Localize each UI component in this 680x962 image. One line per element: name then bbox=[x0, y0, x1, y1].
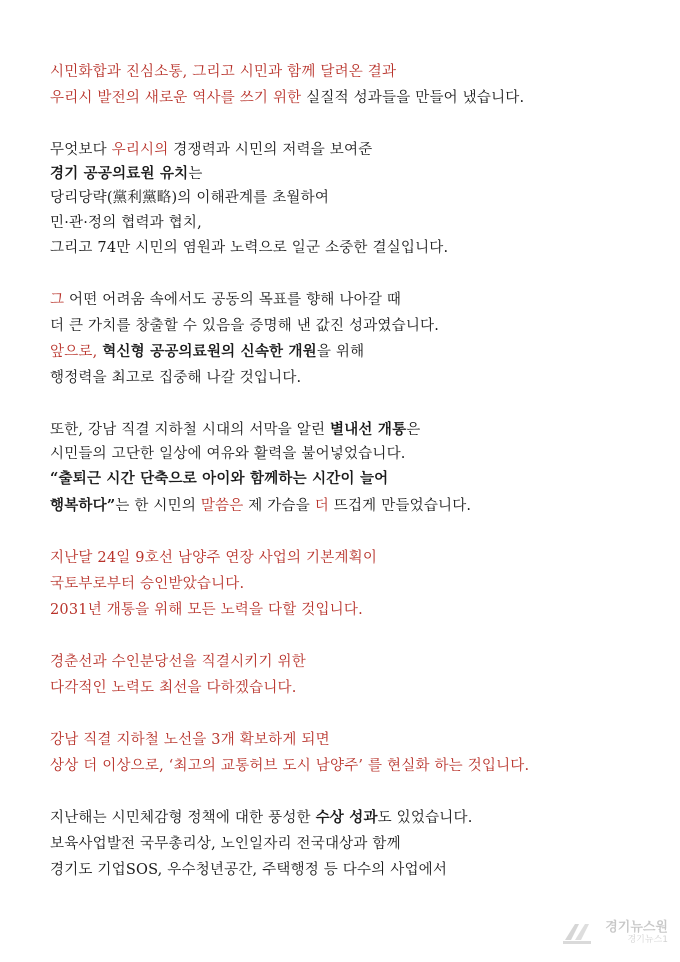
text-segment: 다각적인 노력도 최선을 다하겠습니다. bbox=[50, 680, 297, 696]
text-line bbox=[50, 238, 448, 258]
text-segment: 는 한 시민의 bbox=[115, 498, 201, 514]
text-line bbox=[50, 756, 529, 776]
text-segment: 무엇보다 bbox=[50, 142, 112, 158]
text-line bbox=[50, 730, 330, 750]
gn-logo-icon bbox=[561, 920, 599, 946]
text-segment: 국토부로부터 승인받았습니다. bbox=[50, 576, 245, 592]
text-line bbox=[50, 808, 473, 828]
text-line bbox=[50, 469, 388, 489]
text-segment: 경춘선과 수인분당선을 직결시키기 위한 bbox=[50, 654, 306, 670]
text-segment: 시민화합과 진심소통, 그리고 시민과 함께 달려온 결과 bbox=[50, 64, 397, 80]
text-line bbox=[50, 164, 203, 184]
text-segment: 을 위해 bbox=[316, 344, 365, 360]
text-line bbox=[50, 444, 406, 464]
text-segment: 말씀은 bbox=[200, 498, 244, 514]
text-line bbox=[50, 834, 401, 854]
text-line bbox=[50, 88, 524, 108]
text-line bbox=[50, 652, 306, 672]
text-segment: 뜨겁게 만들었습니다. bbox=[328, 498, 472, 514]
text-segment: 2031년 개통을 위해 모든 노력을 다할 것입니다. bbox=[50, 602, 363, 618]
text-segment: 별내선 개통 bbox=[330, 421, 407, 438]
text-segment: 경쟁력과 시민의 저력을 보여준 bbox=[168, 142, 373, 158]
watermark-sub: 경기뉴스1 bbox=[627, 935, 668, 945]
text-segment: 행정력을 최고로 집중해 나갈 것입니다. bbox=[50, 370, 302, 386]
text-segment: 상상 더 이상으로, ‘최고의 교통허브 도시 남양주’ 를 현실화 하는 것입니다. bbox=[50, 758, 530, 774]
text-segment: 어떤 어려움 속에서도 공동의 목표를 향해 나아갈 때 bbox=[64, 292, 402, 308]
text-segment: 은 bbox=[406, 422, 421, 438]
text-line bbox=[50, 600, 363, 620]
text-line bbox=[50, 420, 421, 440]
text-segment: 더 큰 가치를 창출할 수 있음을 증명해 낸 값진 성과였습니다. bbox=[50, 318, 440, 334]
text-segment: 또한, 강남 직결 지하철 시대의 서막을 알린 bbox=[50, 422, 330, 438]
text-segment: 당리당략(黨利黨略)의 이해관계를 초월하여 bbox=[50, 190, 330, 206]
watermark-text bbox=[605, 920, 668, 946]
text-line bbox=[50, 860, 447, 880]
text-segment: 우리시의 bbox=[111, 142, 169, 158]
text-line bbox=[50, 316, 439, 336]
text-line bbox=[50, 62, 396, 82]
text-segment: 제 가슴을 bbox=[243, 498, 315, 514]
text-segment: 그리고 74만 시민의 염원과 노력으로 일군 소중한 결실입니다. bbox=[50, 240, 449, 256]
text-segment: 그 bbox=[50, 292, 65, 308]
text-line bbox=[50, 140, 372, 160]
text-segment: 더 bbox=[314, 498, 329, 514]
text-line bbox=[50, 574, 244, 594]
text-segment: 경기도 기업SOS, 우수청년공간, 주택행정 등 다수의 사업에서 bbox=[50, 862, 448, 878]
text-line bbox=[50, 290, 401, 310]
text-line bbox=[50, 213, 202, 233]
text-line bbox=[50, 678, 297, 698]
text-segment: 혁신형 공공의료원의 신속한 개원 bbox=[102, 343, 317, 360]
text-segment: 지난달 24일 9호선 남양주 연장 사업의 기본계획이 bbox=[50, 550, 378, 566]
text-line bbox=[50, 342, 364, 362]
text-segment: 시민들의 고단한 일상에 여유와 활력을 불어넣었습니다. bbox=[50, 446, 406, 462]
text-line bbox=[50, 548, 377, 568]
text-line bbox=[50, 496, 471, 516]
watermark-main: 경기뉴스원 bbox=[605, 920, 668, 935]
text-segment: 행복하다” bbox=[50, 497, 116, 514]
text-segment: 는 bbox=[188, 166, 203, 182]
text-segment: 지난해는 시민체감형 정책에 대한 풍성한 bbox=[50, 810, 316, 826]
text-segment: 강남 직결 지하철 노선을 3개 확보하게 되면 bbox=[50, 732, 330, 748]
text-segment: 앞으로, bbox=[50, 344, 103, 360]
text-segment: 우리시 발전의 새로운 역사를 쓰기 위한 bbox=[50, 90, 302, 106]
text-segment: 경기 공공의료원 유치 bbox=[50, 165, 189, 182]
watermark bbox=[561, 920, 668, 946]
text-segment: 도 있었습니다. bbox=[377, 810, 473, 826]
text-segment: 보육사업발전 국무총리상, 노인일자리 전국대상과 함께 bbox=[50, 836, 401, 852]
text-line bbox=[50, 368, 301, 388]
text-segment: 수상 성과 bbox=[315, 809, 378, 826]
text-line bbox=[50, 188, 329, 208]
text-segment: “출퇴근 시간 단축으로 아이와 함께하는 시간이 늘어 bbox=[50, 470, 389, 487]
text-segment: 민·관·정의 협력과 협치, bbox=[50, 215, 202, 231]
text-segment: 실질적 성과들을 만들어 냈습니다. bbox=[301, 90, 525, 106]
